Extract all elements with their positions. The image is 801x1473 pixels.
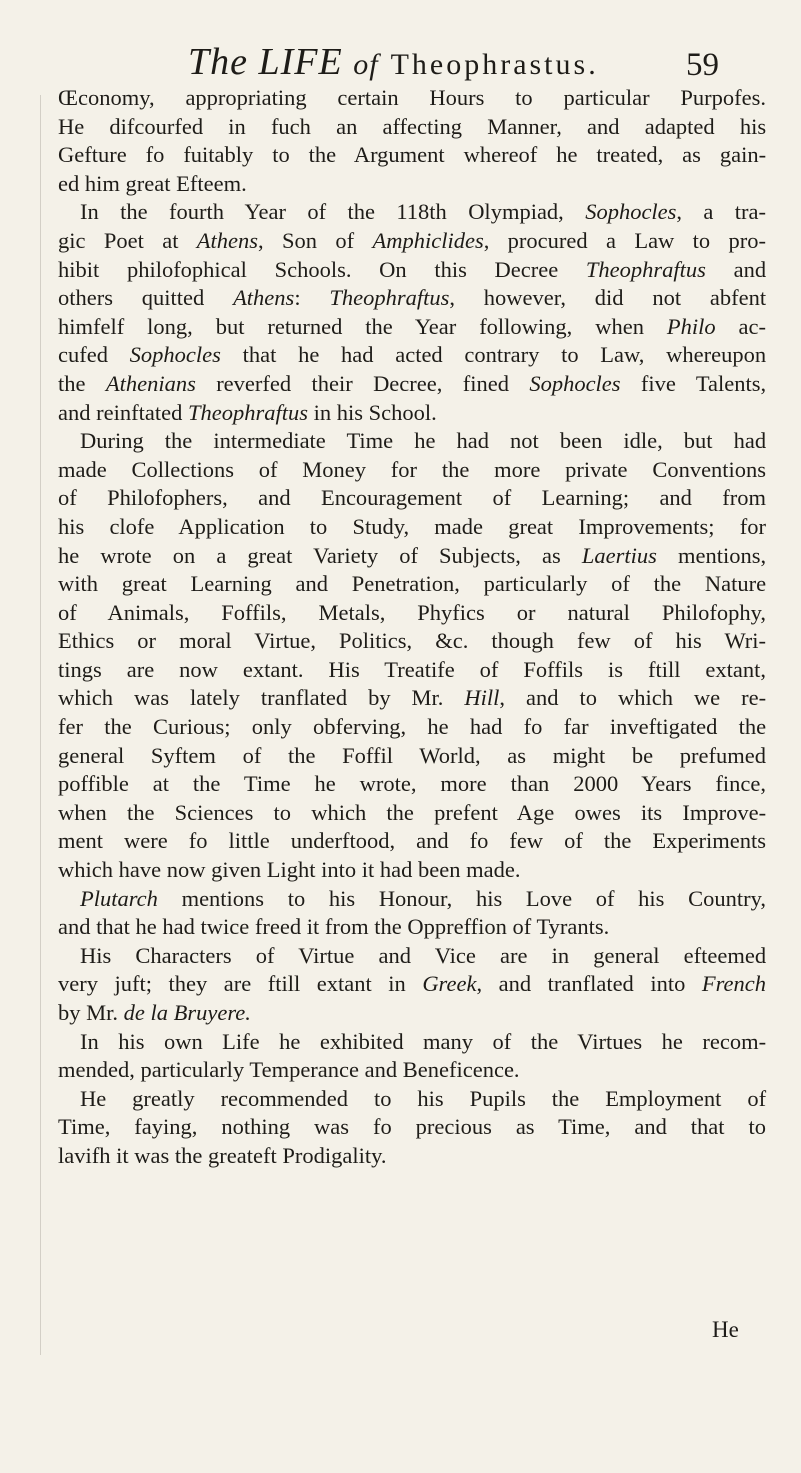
text-line: In the fourth Year of the 118th Olympiad, Sophocles, a tra-	[80, 199, 767, 225]
text-line: poffible at the Time he wrote, more than 2000 Years fince,	[58, 771, 767, 797]
text-line: Ethics or moral Virtue, Politics, &c. though few of his Wri-	[58, 628, 767, 654]
paragraph	[58, 198, 766, 427]
text-line: and reinftated Theophraftus in his School.	[58, 399, 437, 425]
text-line: hibit philofophical Schools. On this Decree Theophraftus and	[58, 256, 767, 282]
text-line: gic Poet at Athens, Son of Amphiclides, procured a Law to pro-	[58, 227, 767, 253]
text-line: of Animals, Foffils, Metals, Phyfics or natural Philofophy,	[58, 599, 767, 625]
text-line: During the intermediate Time he had not been idle, but had	[80, 428, 767, 454]
text-line: ed him great Efteem.	[58, 170, 247, 196]
text-line: others quitted Athens: Theophraftus, however, did not abfent	[58, 285, 767, 311]
text-line: His Characters of Virtue and Vice are in general efteemed	[80, 942, 767, 968]
text-line: with great Learning and Penetration, particularly of the Nature	[58, 571, 767, 597]
paragraph	[58, 1085, 766, 1171]
text-line: tings are now extant. His Treatife of Foffils is ftill extant,	[58, 656, 767, 682]
text-line: ment were fo little underftood, and fo few of the Experiments	[58, 828, 767, 854]
text-line: general Syftem of the Foffil World, as might be prefumed	[58, 742, 767, 768]
running-head-name: Theophrastus.	[390, 48, 599, 81]
text-line: and that he had twice freed it from the Oppreffion of Tyrants.	[58, 914, 610, 940]
paragraph	[58, 84, 766, 198]
text-line: Gefture fo fuitably to the Argument whereof he treated, as gain-	[58, 142, 767, 168]
page-number: 59	[686, 47, 719, 83]
text-line: Plutarch mentions to his Honour, his Love of his Country,	[80, 885, 766, 911]
text-line: fer the Curious; only obferving, he had fo far inveftigated the	[58, 714, 767, 740]
text-line: Time, faying, nothing was fo precious as Time, and that to	[58, 1114, 766, 1140]
text-line: by Mr. de la Bruyere.	[58, 1000, 251, 1025]
text-line: which was lately tranflated by Mr. Hill, and to which we re-	[58, 685, 767, 711]
gutter-shadow	[40, 95, 41, 1355]
running-head-life: LIFE	[258, 41, 343, 83]
text-line: which have now given Light into it had been made.	[58, 857, 521, 883]
paragraph	[58, 1028, 766, 1085]
text-line: He difcourfed in fuch an affecting Manner, and adapted his	[58, 113, 767, 139]
text-line: his clofe Application to Study, made great Improvements; for	[58, 513, 766, 539]
text-line: cufed Sophocles that he had acted contrary to Law, whereupon	[58, 342, 767, 368]
text-line: of Philofophers, and Encouragement of Learning; and from	[58, 485, 767, 511]
body-text	[58, 84, 766, 1171]
text-line: In his own Life he exhibited many of the Virtues he recom-	[80, 1028, 767, 1054]
catchword: He	[712, 1317, 739, 1342]
text-line: mended, particularly Temperance and Beneficence.	[58, 1057, 520, 1083]
text-line: Œconomy, appropriating certain Hours to particular Purpofes.	[58, 85, 767, 110]
running-head-title	[188, 40, 379, 84]
paragraph	[58, 885, 766, 942]
text-line: the Athenians reverfed their Decree, fined Sophocles five Talents,	[58, 370, 767, 396]
text-line: very juft; they are ftill extant in Greek, and tranflated into French	[58, 971, 766, 997]
text-line: lavifh it was the greateft Prodigality.	[58, 1142, 387, 1168]
paragraph	[58, 942, 766, 1028]
running-head-the: The	[188, 41, 248, 83]
paragraph	[58, 427, 766, 885]
text-line: himfelf long, but returned the Year following, when Philo ac-	[58, 313, 766, 339]
running-head-of: of	[353, 48, 379, 81]
text-line: when the Sciences to which the prefent Age owes its Improve-	[58, 799, 767, 825]
text-line: He greatly recommended to his Pupils the Employment of	[80, 1085, 767, 1111]
text-line: made Collections of Money for the more private Conventions	[58, 456, 767, 482]
text-line: he wrote on a great Variety of Subjects, as Laertius mentions,	[58, 542, 767, 568]
